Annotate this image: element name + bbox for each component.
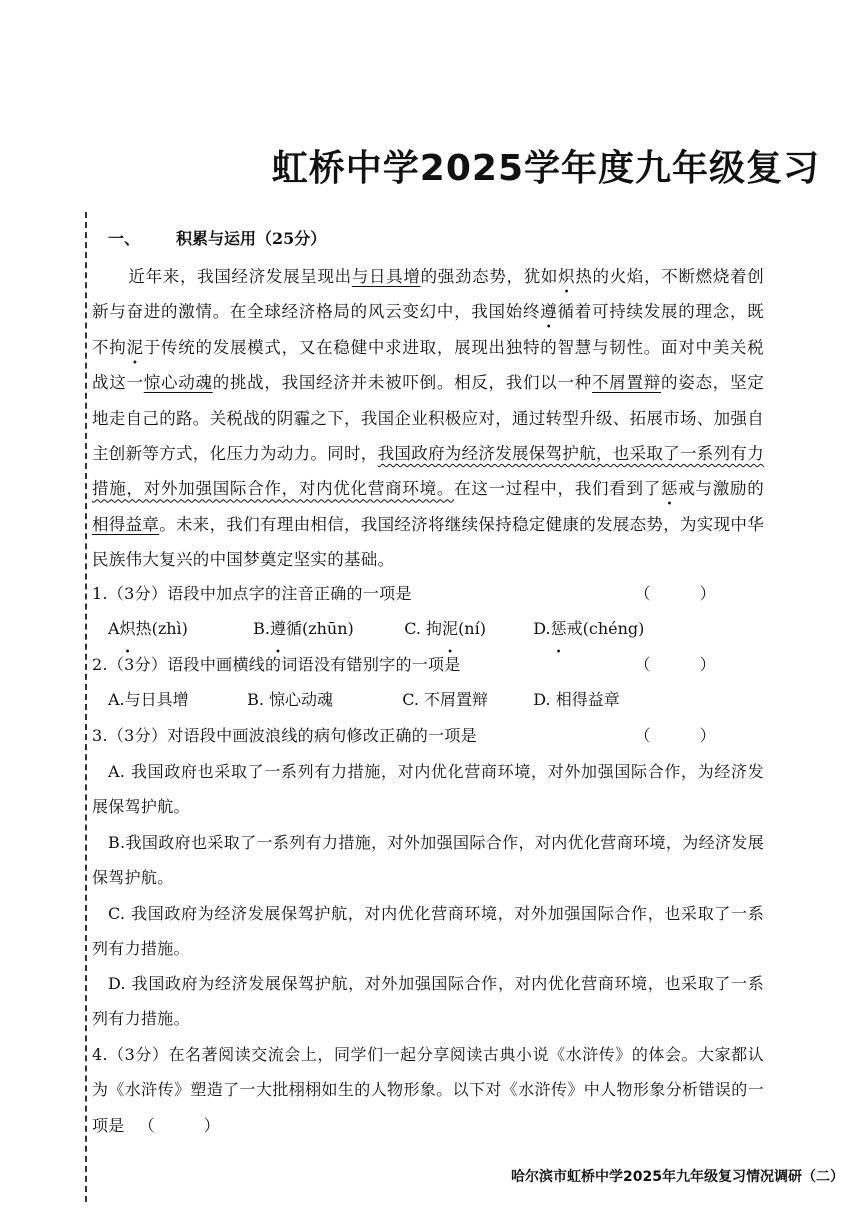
question-3	[92, 718, 764, 753]
dotted-char: 泥	[126, 337, 144, 357]
passage-text: 热的火焰，不断燃烧着创新与奋进的激情。在全球经济格局的风云变幻中，我国始终	[92, 267, 765, 322]
underlined-word: 惊心动魂	[143, 373, 213, 393]
underlined-word: 相得益章	[92, 514, 160, 534]
question-1-stem: 1.（3分）语段中加点字的注音正确的一项是	[92, 584, 412, 603]
binding-dashed-line	[85, 212, 87, 1202]
underlined-word: 不屑置辩	[592, 373, 661, 393]
answer-bracket: （ ）	[634, 584, 716, 603]
question-1-options	[108, 611, 758, 646]
page-title: 虹桥中学2025学年度九年级复习	[271, 148, 820, 189]
wavy-underlined-sentence: 我国政府为经济发展保驾护航，也采取了一系列有力措施，对外加强国际合作，对内优化营商环境。	[92, 444, 765, 499]
question-2-stem: 2.（3分）语段中画横线的词语没有错别字的一项是	[92, 655, 461, 674]
passage-text: 在这一过程中，我们看到了	[454, 479, 661, 499]
question-3-option-a: A. 我国政府也采取了一系列有力措施，对内优化营商环境，对外加强国际合作，为经济发展保驾护航。	[92, 762, 764, 817]
passage-text: 。未来，我们有理由相信，我国经济将继续保持稳定健康的发展态势，为实现中华民族伟大复兴的中国梦奠定坚实的基础。	[92, 514, 765, 570]
underlined-word: 与日具增	[351, 267, 421, 286]
option-c: C. 不屑置辩	[402, 690, 489, 709]
section-heading	[108, 226, 326, 249]
dotted-char: 遵	[540, 302, 558, 322]
section-title: 积累与运用（25分）	[176, 229, 327, 248]
passage-text: 戒与激励的	[678, 479, 764, 499]
answer-bracket: （ ）	[634, 655, 716, 674]
option-a: A.与日具增	[108, 690, 189, 709]
answer-bracket: （ ）	[138, 1115, 221, 1135]
option-b: B. 惊心动魂	[247, 690, 334, 709]
option-d: D.惩戒(chéng)	[533, 619, 645, 638]
answer-bracket: （ ）	[634, 726, 716, 745]
passage-text: 循着可持续发展的理念，既不拘	[92, 302, 764, 357]
option-c: C. 拘泥(ní)	[404, 619, 486, 638]
question-3-stem: 3.（3分）对语段中画波浪线的病句修改正确的一项是	[92, 726, 477, 745]
question-4	[92, 1037, 764, 1143]
question-3-option-b: B.我国政府也采取了一系列有力措施，对外加强国际合作，对内优化营商环境，为经济发展保驾护航。	[92, 833, 764, 888]
passage-text: 的强劲态势，犹如	[420, 267, 559, 286]
page-footer: 哈尔滨市虹桥中学2025年九年级复习情况调研（二）	[511, 1169, 844, 1185]
question-4-stem: 4.（3分）在名著阅读交流会上，同学们一起分享阅读古典小说《水浒传》的体会。大家都认为《水浒传》塑造了一大批栩栩如生的人物形象。以下对《水浒传》中人物形象分析错误的一项是	[92, 1045, 764, 1135]
passage-text: 近年来，我国经济发展呈现出	[128, 267, 352, 286]
option-a: A炽热(zhì)	[108, 619, 188, 638]
section-number: 一、	[108, 229, 141, 248]
option-b: B.遵循(zhūn)	[253, 619, 354, 638]
question-2-options	[108, 682, 758, 717]
reading-passage	[92, 259, 764, 578]
question-1	[92, 576, 764, 611]
passage-text: 于传统的发展模式，又在稳健中求进取，展现出独特的智慧与韧性。面对中美关税战这一	[92, 337, 764, 393]
passage-text: 的挑战，我国经济并未被吓倒。相反，我们以一种	[212, 373, 593, 393]
question-3-option-d: D. 我国政府为经济发展保驾护航，对外加强国际合作，对内优化营商环境，也采取了一系列有力措施。	[92, 974, 764, 1029]
option-d: D. 相得益章	[533, 690, 620, 709]
passage-text: 的姿态，坚定地走自己的路。关税战的阴霾之下，我国企业积极应对，通过转型升级、拓展市场、加强自主创新等方式，化压力为动力。同时，	[92, 373, 764, 464]
question-3-option-c: C. 我国政府为经济发展保驾护航，对内优化营商环境，对外加强国际合作，也采取了一系列有力措施。	[92, 904, 764, 959]
dotted-char: 惩	[660, 479, 679, 499]
dotted-char: 炽	[558, 267, 576, 286]
question-2	[92, 647, 764, 682]
